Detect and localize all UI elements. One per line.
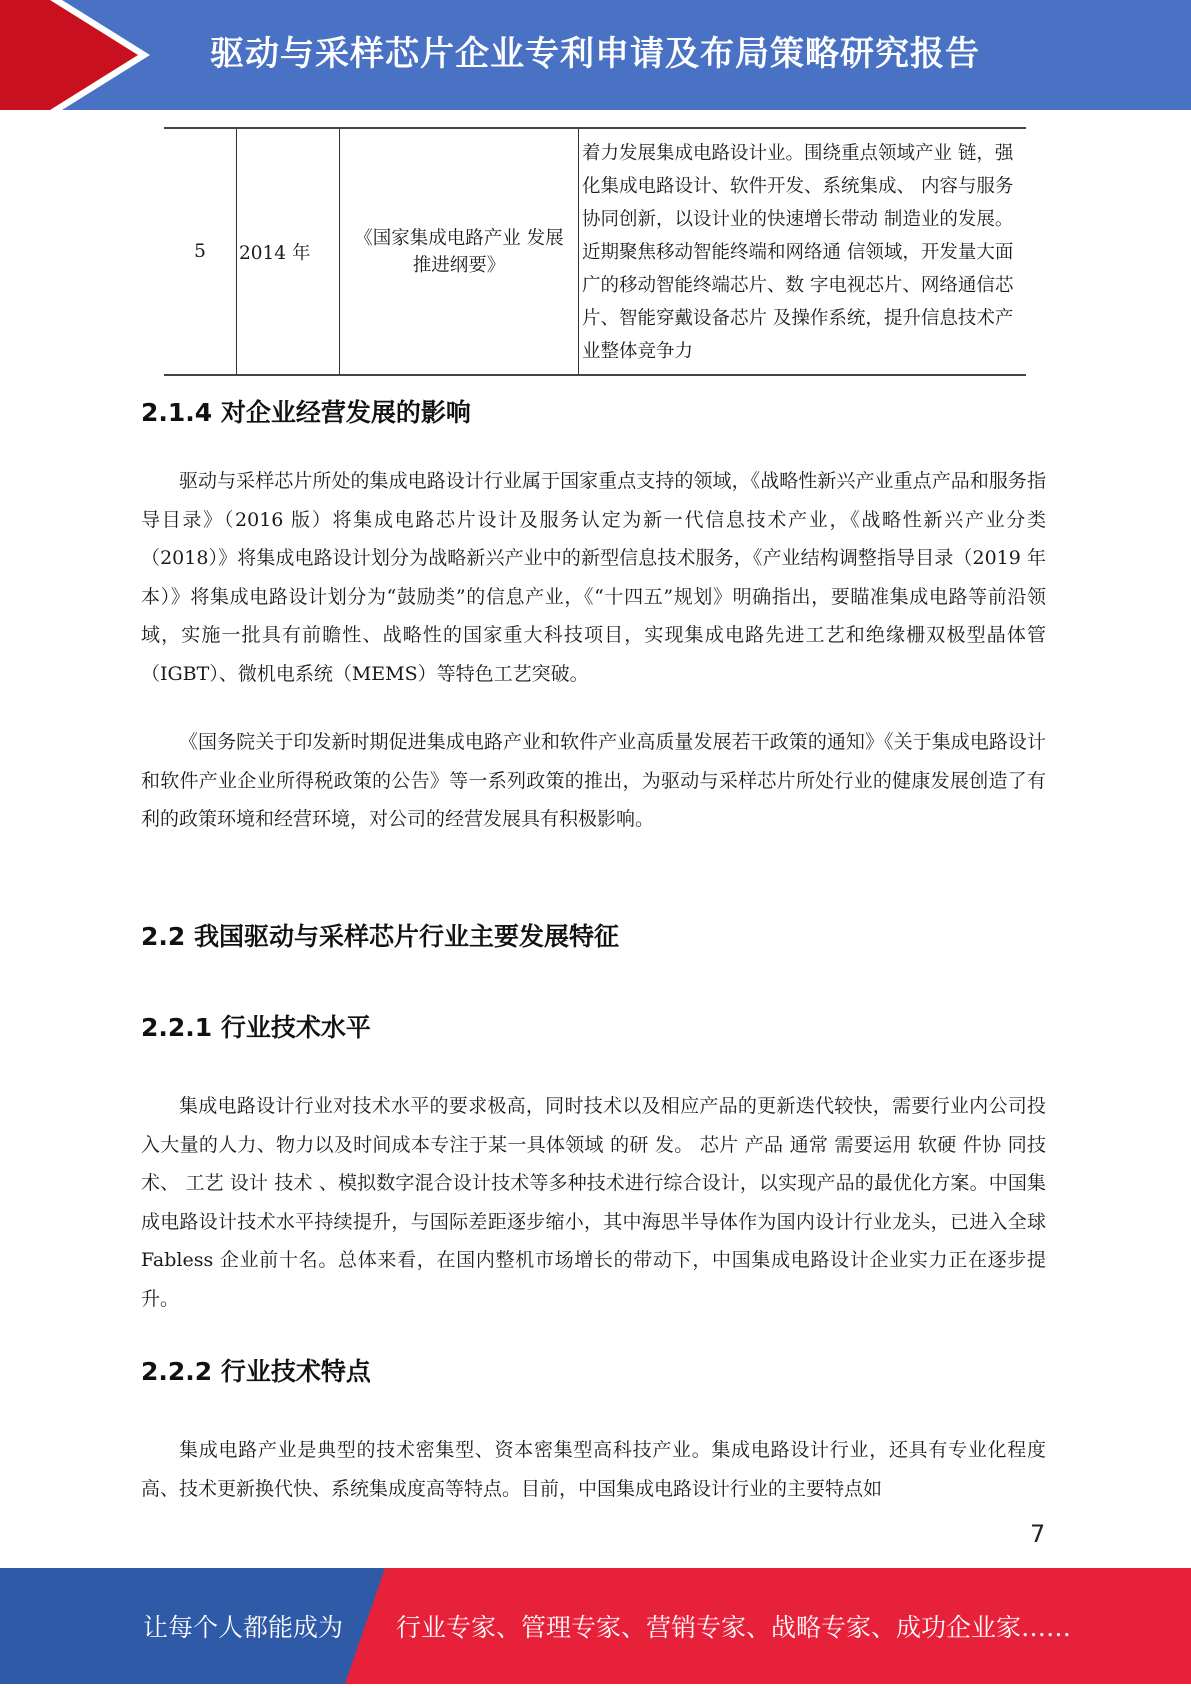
section-heading-2-2-1: 2.2.1 行业技术水平: [141, 1013, 371, 1042]
paragraph-2-2-2: 集成电路产业是典型的技术密集型、资本密集型高科技产业。集成电路设计行业，还具有专业化程度高、技术更新换代快、系统集成度高等特点。目前，中国集成电路设计行业的主要特点如: [141, 1439, 1046, 1500]
footer-slogan-right: 行业专家、管理专家、营销专家、战略专家、成功企业家……: [396, 1613, 1072, 1642]
footer-slogan-left: 让每个人都能成为: [143, 1613, 344, 1642]
page-footer: [0, 1568, 1191, 1684]
header-chevron-logo: [0, 0, 140, 110]
paragraph-2-1-4-b: 《国务院关于印发新时期促进集成电路产业和软件产业高质量发展若干政策的通知》《关于集成电路设计和软件产业企业所得税政策的公告》等一系列政策的推出，为驱动与采样芯片所处行业的健康发展创造了有利的政策环境和经营环境，对公司的经营发展具有积极影响。: [141, 731, 1046, 830]
report-title: 驱动与采样芯片企业专利申请及布局策略研究报告: [210, 34, 980, 74]
page-header: [0, 0, 1191, 110]
section-heading-2-2: 2.2 我国驱动与采样芯片行业主要发展特征: [141, 922, 619, 951]
cell-policy-name: 《国家集成电路产业 发展推进纲要》: [340, 128, 579, 375]
paragraph-2-2-1: 集成电路设计行业对技术水平的要求极高，同时技术以及相应产品的更新迭代较快，需要行业内公司投入大量的人力、物力以及时间成本专注于某一具体领域 的研 发。 芯片 产品 通常 需要运用 软硬 件协 同技 术、 工艺 设计 技术 、模拟数字混合设计技术等多种技术进行综合设计，以实现产品的最优化方案。中国集成电路设计技术水平持续提升，与国际差距逐步缩小，其中海思半导体作为国内设计行业龙头，已进入全球 Fabless 企业前十名。总体来看，在国内整机市场增长的带动下，中国集成电路设计企业实力正在逐步提升。: [141, 1095, 1046, 1310]
page-number: 7: [1030, 1520, 1046, 1548]
cell-number: 5: [164, 128, 237, 375]
cell-year: 2014 年: [237, 128, 340, 375]
cell-policy-content: 着力发展集成电路设计业。围绕重点领域产业 链，强化集成电路设计、软件开发、系统集成、 内容与服务协同创新，以设计业的快速增长带动 制造业的发展。近期聚焦移动智能终端和网络通 信领域，开发量大面广的移动智能终端芯片、数 字电视芯片、网络通信芯片、智能穿戴设备芯片 及操作系统，提升信息技术产业整体竞争力: [579, 128, 1027, 375]
table-row: [164, 128, 1026, 375]
section-heading-2-1-4: 2.1.4 对企业经营发展的影响: [141, 398, 471, 427]
section-heading-2-2-2: 2.2.2 行业技术特点: [141, 1357, 371, 1386]
policy-table: [164, 127, 1026, 376]
paragraph-2-1-4-a: 驱动与采样芯片所处的集成电路设计行业属于国家重点支持的领域，《战略性新兴产业重点产品和服务指导目录》（2016 版）将集成电路芯片设计及服务认定为新一代信息技术产业，《战略性新兴产业分类（2018）》将集成电路设计划分为战略新兴产业中的新型信息技术服务，《产业结构调整指导目录（2019 年本）》将集成电路设计划分为“鼓励类”的信息产业，《“十四五”规划》明确指出，要瞄准集成电路等前沿领域，实施一批具有前瞻性、战略性的国家重大科技项目，实现集成电路先进工艺和绝缘栅双极型晶体管（IGBT）、微机电系统（MEMS）等特色工艺突破。: [141, 470, 1046, 685]
